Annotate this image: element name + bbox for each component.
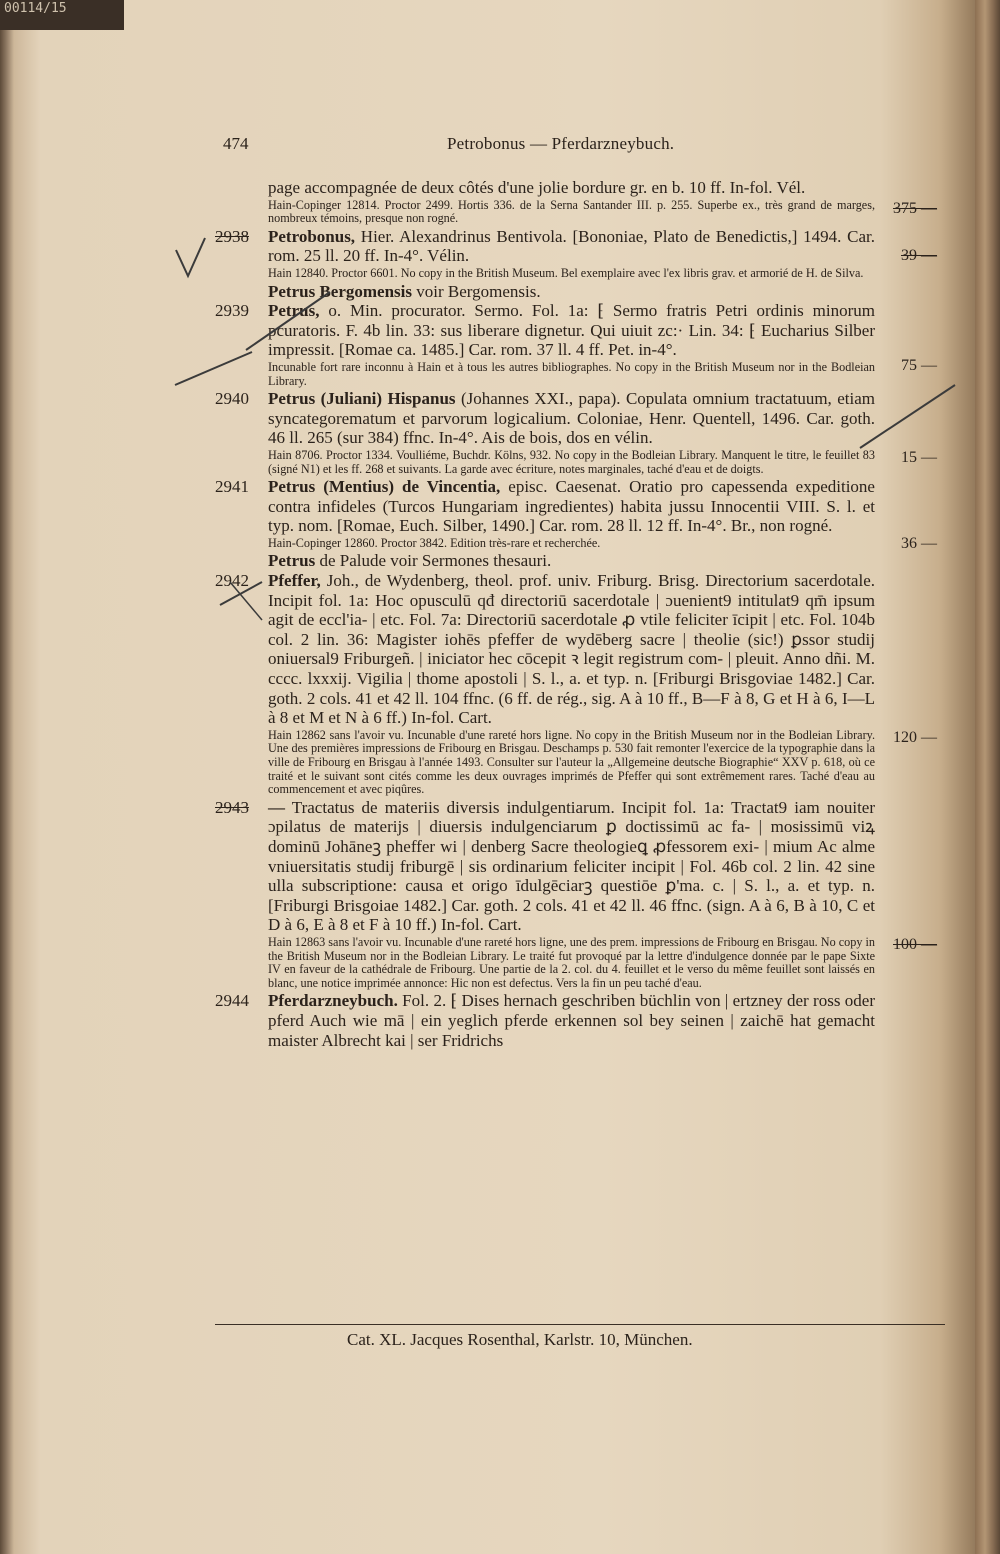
entry-number: 2940	[215, 389, 249, 409]
entry-price: 100 —	[893, 935, 937, 953]
entry-heading: Petrus Bergomensis	[268, 281, 413, 301]
entry-2939	[215, 301, 945, 388]
entries-list	[215, 178, 945, 1050]
entry-2943	[215, 798, 945, 991]
entry-heading: Petrobonus,	[268, 226, 356, 246]
entry-price: 15 —	[901, 449, 937, 467]
entry-2941	[215, 477, 945, 553]
entry-text: Fol. 2. ⁅ Dises hernach geschriben büchlin von | ertzney der ross oder pferd Auch wie mā | ein yeglich pferde erkennen sol bey seinen | zaichē hat gemacht maister Albrecht kai | ser Fridrichs	[268, 991, 875, 1050]
entry-number: 2944	[215, 991, 249, 1011]
entry-heading: Petrus (Juliani) Hispanus	[268, 389, 456, 409]
entry-note: Hain 12862 sans l'avoir vu. Incunable d'une rareté hors ligne. No copy in the British Museum nor in the Bodleian Library. Une des premières impressions de Fribourg en Brisgau. Deschamps p. 530 fait remonter l'exercice de la typographie dans la ville de Fribourg en Brisgau à l'année 1493. Consulter sur l'auteur la „Allgemeine deutsche Biographie“ XXV p. 618, où ce traité et le suivant sont cités comme les deux ouvrages imprimés de Pfeffer qui sont extrêmement rares. Taché d'eau au commencement et avec piqûres.	[268, 727, 875, 797]
entry-continuation	[215, 178, 945, 226]
entry-price: 39 —	[901, 246, 937, 264]
entry-price: 36 —	[901, 535, 937, 553]
entry-2944	[215, 991, 945, 1050]
entry-text: Hier. Alexandrinus Bentivola. [Bononiae, Plato de Benedictis,] 1494. Car. rom. 25 ll. 20 ff. In-4°. Vélin.	[268, 226, 875, 266]
entry-note: Hain 12840. Proctor 6601. No copy in the British Museum. Bel exemplaire avec l'ex libris grav. et armorié de H. de Silva.	[268, 265, 864, 280]
entry-note: Hain 8706. Proctor 1334. Voulliéme, Buchdr. Kölns, 932. No copy in the Bodleian Library. Manquent le titre, le feuillet 83 (signé N1) et les ff. 268 et suivants. La garde avec écriture, notes marginales, taché d'eau et de doigts.	[268, 447, 875, 476]
entry-2942	[215, 571, 945, 797]
entry-cross-reference	[215, 282, 945, 302]
entry-2938	[215, 227, 945, 281]
entry-number: 2943	[215, 797, 249, 817]
running-head: Petrobonus — Pferdarzneybuch.	[447, 134, 675, 153]
entry-number: 2938	[215, 226, 249, 246]
catalogue-page	[215, 0, 945, 1554]
entry-text: Tractatus de materiis diversis indulgentiarum. Incipit fol. 1a: Tractat9 iam nouiter ɔpilatus de materijs | diuersis indulgenciarum ꝑ doctissimū ac fa- | mosissimū viꝝ dominū Johāneꝫ pheffer wi | denberg Sacre theologieꝗ ꝓfessorem exi- | mium Ac alme vniuersitatis studij friburgē | sis ordinarium feliciter incipit | Fol. 46b col. 2 lin. 42 sine ulla subscriptione: causa et origo īdulgēciarꝫ questiōe ꝑ'ma. c. | S. l., a. et typ. n. [Friburgi Brisgoiae 1482.] Car. goth. 2 cols. 41 et 42 ll. 46 ffnc. (sign. A à 6, B à 10, C et D à 6, E à 8 et F à 10 ff.) In-fol. Cart.	[268, 797, 875, 935]
entry-number: 2941	[215, 477, 249, 497]
page-header	[215, 134, 945, 158]
entry-price: 75 —	[901, 357, 937, 375]
entry-note: Hain 12863 sans l'avoir vu. Incunable d'une rareté hors ligne, une des prem. impressions de Fribourg en Brisgau. No copy in the British Museum nor in the Bodleian Library. Le traité fut provoqué par la lettre d'indulgence donnée par le pape Sixte IV en faveur de la cathédrale de Fribourg. Une partie de la 2. col. du 4. feuillet et le verso du même feuillet sont laissés en blanc, une notice imprimée annonce: Hic non est defectus. Vers la fin un peu taché d'eau.	[268, 934, 875, 990]
entry-text: de Palude voir Sermones thesauri.	[315, 551, 552, 571]
entry-text: (Johannes XXI., papa). Copulata omnium tractatuum, etiam syncategorematum et parvorum logicalium. Coloniae, Henr. Quentell, 1496. Car. goth. 46 ll. 265 (sur 384) ffnc. In-4°. Ais de bois, dos en vélin.	[268, 389, 875, 448]
entry-heading: —	[268, 797, 285, 817]
entry-cross-reference	[215, 551, 945, 571]
entry-heading: Pfeffer,	[268, 571, 321, 591]
page-footer: Cat. XL. Jacques Rosenthal, Karlstr. 10, München.	[347, 1330, 693, 1349]
entry-heading: Petrus (Mentius) de Vincentia,	[268, 477, 501, 497]
page-number: 474	[223, 134, 249, 153]
entry-text: page accompagnée de deux côtés d'une jolie bordure gr. en b. 10 ff. In-fol. Vél.	[268, 178, 806, 197]
entry-heading: Petrus	[268, 551, 316, 571]
entry-note: Hain-Copinger 12860. Proctor 3842. Edition très-rare et recherchée.	[268, 535, 601, 550]
entry-text: episc. Caesenat. Oratio pro capessenda expeditione contra infideles (Turcos Hungariam ingredientes) habita jussu Innocentii VIII. S. l. et typ. nom. [Romae, Euch. Silber, 1490.] Car. rom. 28 ll. 12 ff. In-4°. Br., non rogné.	[268, 477, 875, 536]
entry-heading: Pferdarzneybuch.	[268, 991, 398, 1011]
entry-number: 2939	[215, 301, 249, 321]
archive-number: 00114/15	[0, 0, 124, 30]
entry-note: Incunable fort rare inconnu à Hain et à tous les autres bibliographes. No copy in the British Museum nor in the Bodleian Library.	[268, 359, 875, 388]
entry-text: o. Min. procurator. Sermo. Fol. 1a: ⁅ Sermo fratris Petri ordinis minorum pcuratoris. F. 4b lin. 33: sus liberare dignetur. Qui uiuit zc:· Lin. 34: ⁅ Eucharius Silber impressit. [Romae ca. 1485.] Car. rom. 37 ll. 4 ff. Pet. in-4°.	[268, 301, 875, 360]
entry-text: Joh., de Wydenberg, theol. prof. univ. Friburg. Brisg. Directorium sacerdotale. Incipit fol. 1a: Hoc opusculū qđ directoriū sacerdotale | ɔuenient9 intitulat9 qm̄ ipsum agit de eccl'ia- | etc. Fol. 7a: Directoriū sacerdotale ꝓ vtile feliciter īcipit | etc. Fol. 104b col. 2 lin. 36: Magister iohēs pfeffer de wydēberg sacre | theolie (sic!) ꝑssor studij oniuersal9 Friburgeñ. | iniciator hec cōcepit ꝛ legit registrum com- | pleuit. Anno dñi. M. cccc. lxxxij. Vigilia | thome apostoli | S. l., a. et typ. n. [Friburgi Brisgoviae 1482.] Car. goth. 2 cols. 41 et 42 ll. 104 ffnc. (6 ff. de rég., sig. A à 10 ff., B—F à 8, G et H à 6, I—L à 8 et M et N à 6 ff.) In-fol. Cart.	[268, 571, 875, 728]
entry-note: Hain-Copinger 12814. Proctor 2499. Hortis 336. de la Serna Santander III. p. 255. Superbe ex., très grand de marges, nombreux témoins, presque non rogné.	[268, 197, 875, 226]
entry-price: 120 —	[893, 729, 937, 747]
entry-2940	[215, 389, 945, 476]
entry-heading: Petrus,	[268, 301, 320, 321]
book-spine	[975, 0, 1000, 1554]
footer-rule	[215, 1324, 945, 1325]
entry-price: 375 —	[893, 200, 937, 217]
entry-text: voir Bergomensis.	[412, 281, 541, 301]
entry-number: 2942	[215, 571, 249, 591]
